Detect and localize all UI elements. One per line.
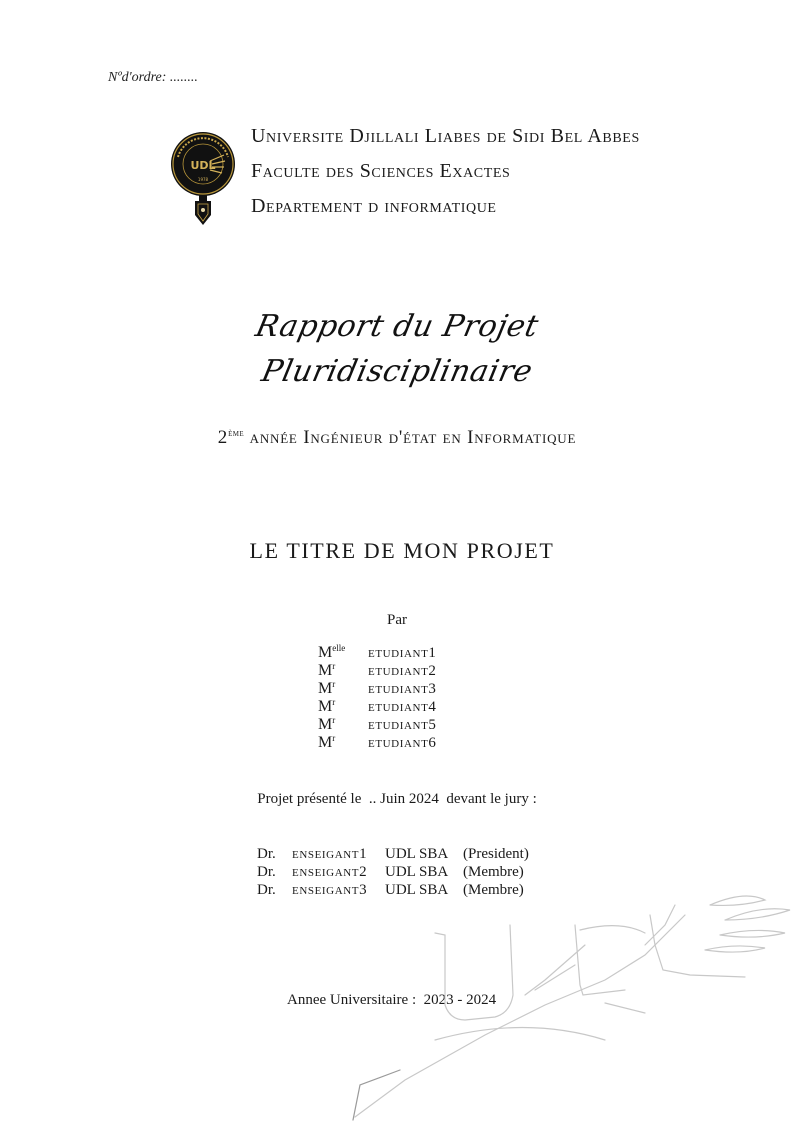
- jury-title: Dr.: [257, 864, 276, 880]
- student-row: [318, 733, 437, 751]
- svg-text:1978: 1978: [197, 177, 209, 182]
- university-seal-icon: [170, 131, 236, 227]
- jury-name: enseigant2: [292, 864, 368, 880]
- svg-text:UDL: UDL: [190, 159, 216, 172]
- student-title: $M^{elle}$: [318, 643, 346, 661]
- faculty-name: Faculte des Sciences Exactes: [251, 160, 511, 182]
- student-row: [318, 661, 437, 679]
- jury-institution: UDL SBA: [385, 846, 449, 862]
- jury-row: [257, 882, 529, 900]
- student-name: etudiant2: [368, 663, 437, 679]
- student-name: etudiant4: [368, 699, 437, 715]
- student-row: [318, 643, 437, 661]
- study-level: [0, 427, 794, 449]
- jury-role: (Membre): [463, 864, 524, 880]
- jury-name: enseigant1: [292, 846, 368, 862]
- academic-year: Annee Universitaire : 2023 - 2024: [287, 992, 497, 1008]
- student-name: etudiant3: [368, 681, 437, 697]
- presentation-statement: Projet présenté le .. Juin 2024 devant le jury :: [257, 791, 537, 807]
- order-number: Nºd'ordre: ........: [108, 70, 198, 85]
- university-name: Universite Djillali Liabes de Sidi Bel Abbes: [251, 125, 640, 147]
- student-title: $M^r$: [318, 661, 336, 679]
- jury-list: [257, 846, 529, 900]
- jury-role: (Membre): [463, 882, 524, 898]
- student-title: $M^r$: [318, 679, 336, 697]
- jury-institution: UDL SBA: [385, 882, 449, 898]
- jury-title: Dr.: [257, 882, 276, 898]
- level-text: année Ingénieur d'état en Informatique: [244, 427, 577, 448]
- jury-role: (President): [463, 846, 529, 862]
- report-title-line1: Rapport du Projet: [252, 309, 542, 344]
- jury-row: [257, 846, 529, 864]
- student-name: etudiant1: [368, 645, 437, 661]
- students-list: [318, 643, 437, 751]
- student-row: [318, 679, 437, 697]
- student-name: etudiant6: [368, 735, 437, 751]
- level-suffix: ème: [228, 428, 245, 439]
- report-title-line2: Pluridisciplinaire: [258, 354, 536, 389]
- by-label: Par: [387, 612, 407, 628]
- student-row: [318, 697, 437, 715]
- department-name: Departement d informatique: [251, 195, 497, 217]
- student-row: [318, 715, 437, 733]
- project-title: LE TITRE DE MON PROJET: [249, 538, 555, 563]
- jury-name: enseigant3: [292, 882, 368, 898]
- level-number: 2: [217, 427, 229, 448]
- student-title: $M^r$: [318, 715, 336, 733]
- jury-row: [257, 864, 529, 882]
- student-title: $M^r$: [318, 697, 336, 715]
- jury-title: Dr.: [257, 846, 276, 862]
- jury-institution: UDL SBA: [385, 864, 449, 880]
- student-name: etudiant5: [368, 717, 437, 733]
- student-title: $M^r$: [318, 733, 336, 751]
